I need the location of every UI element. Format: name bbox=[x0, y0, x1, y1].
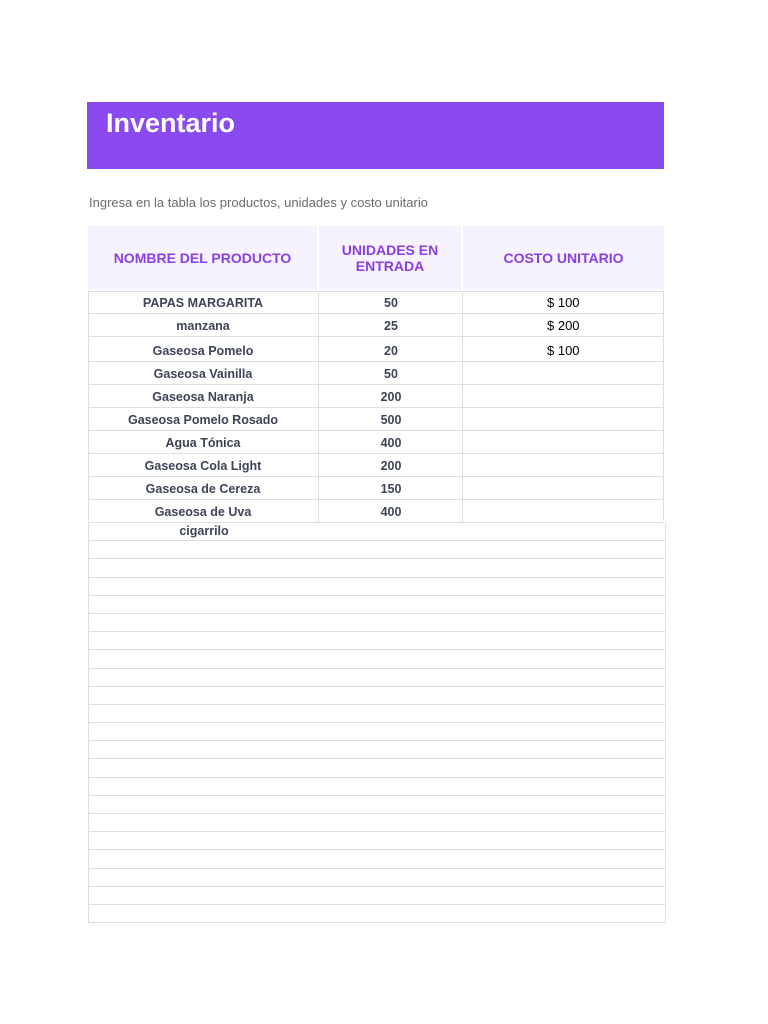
empty-row[interactable] bbox=[89, 578, 665, 596]
table-row[interactable] bbox=[88, 362, 664, 385]
empty-row[interactable] bbox=[89, 559, 665, 577]
header-units-line1: UNIDADES EN bbox=[341, 242, 439, 258]
cell-units[interactable]: 500 bbox=[318, 408, 463, 430]
cell-units[interactable]: 400 bbox=[318, 431, 463, 453]
empty-row[interactable] bbox=[89, 869, 665, 887]
extra-product-label: cigarrilo bbox=[179, 524, 229, 538]
table-row[interactable] bbox=[88, 408, 664, 431]
header-product-name: NOMBRE DEL PRODUCTO bbox=[88, 226, 317, 290]
cell-product-name[interactable]: Agua Tónica bbox=[165, 436, 241, 450]
cell-product-name[interactable]: Gaseosa Naranja bbox=[152, 390, 254, 404]
table-row[interactable] bbox=[88, 431, 664, 454]
empty-row[interactable] bbox=[89, 905, 665, 923]
table-row[interactable] bbox=[88, 291, 664, 314]
page-title: Inventario bbox=[106, 108, 236, 138]
cell-units[interactable]: 50 bbox=[318, 291, 463, 313]
empty-row[interactable] bbox=[89, 832, 665, 850]
cell-cost[interactable] bbox=[462, 337, 665, 361]
empty-row[interactable] bbox=[89, 632, 665, 650]
cell-cost[interactable] bbox=[462, 385, 665, 407]
cell-cost[interactable] bbox=[462, 314, 665, 336]
header-units-line2: ENTRADA bbox=[355, 258, 425, 274]
table-row[interactable] bbox=[88, 314, 664, 337]
table-header bbox=[88, 226, 664, 290]
empty-table-rows bbox=[88, 523, 666, 923]
cell-cost[interactable] bbox=[462, 362, 665, 384]
page-subtitle: Ingresa en la tabla los productos, unidades y costo unitario bbox=[89, 195, 428, 210]
cell-product-name[interactable]: Gaseosa de Cereza bbox=[145, 482, 261, 496]
cell-product-name[interactable]: Gaseosa Vainilla bbox=[153, 367, 253, 381]
cell-units[interactable]: 25 bbox=[318, 314, 463, 336]
table-row[interactable] bbox=[88, 500, 664, 523]
empty-row[interactable] bbox=[89, 887, 665, 905]
cell-cost[interactable] bbox=[462, 431, 665, 453]
cell-cost[interactable] bbox=[462, 454, 665, 476]
cell-units[interactable]: 400 bbox=[318, 500, 463, 522]
cell-product-name[interactable]: PAPAS MARGARITA bbox=[142, 296, 264, 310]
cell-units[interactable]: 200 bbox=[318, 385, 463, 407]
cell-product-name[interactable]: manzana bbox=[176, 319, 230, 333]
empty-row[interactable] bbox=[89, 759, 665, 777]
cell-product-name[interactable]: Gaseosa Pomelo bbox=[152, 344, 254, 358]
empty-row[interactable] bbox=[89, 650, 665, 668]
empty-row[interactable] bbox=[89, 814, 665, 832]
empty-row[interactable] bbox=[89, 541, 665, 559]
empty-row[interactable] bbox=[89, 705, 665, 723]
table-row[interactable] bbox=[88, 337, 664, 362]
empty-row[interactable] bbox=[89, 741, 665, 759]
cell-product-name[interactable]: Gaseosa Cola Light bbox=[144, 459, 262, 473]
empty-row[interactable] bbox=[89, 596, 665, 614]
cost-value: $ 100 bbox=[547, 295, 580, 310]
empty-row[interactable] bbox=[89, 796, 665, 814]
cost-value: $ 100 bbox=[547, 343, 580, 358]
table-row[interactable] bbox=[88, 477, 664, 500]
table-row[interactable] bbox=[88, 385, 664, 408]
empty-row[interactable] bbox=[89, 614, 665, 632]
cost-value: $ 200 bbox=[547, 318, 580, 333]
cell-cost[interactable] bbox=[462, 477, 665, 499]
empty-row[interactable] bbox=[89, 669, 665, 687]
empty-row[interactable] bbox=[89, 850, 665, 868]
cell-product-name[interactable]: Gaseosa de Uva bbox=[154, 505, 252, 519]
cell-cost[interactable] bbox=[462, 500, 665, 522]
table-body bbox=[88, 291, 664, 523]
cell-cost[interactable] bbox=[462, 408, 665, 430]
empty-row[interactable] bbox=[89, 723, 665, 741]
cell-units[interactable]: 50 bbox=[318, 362, 463, 384]
cell-cost[interactable] bbox=[462, 291, 665, 313]
header-units bbox=[319, 226, 461, 290]
header-unit-cost: COSTO UNITARIO bbox=[463, 226, 664, 290]
cell-units[interactable]: 20 bbox=[318, 337, 463, 361]
empty-row[interactable] bbox=[89, 778, 665, 796]
empty-row[interactable] bbox=[89, 687, 665, 705]
table-row[interactable] bbox=[88, 454, 664, 477]
cell-product-name[interactable]: Gaseosa Pomelo Rosado bbox=[127, 413, 279, 427]
empty-row[interactable] bbox=[89, 523, 665, 541]
cell-units[interactable]: 200 bbox=[318, 454, 463, 476]
title-banner bbox=[87, 102, 664, 169]
cell-units[interactable]: 150 bbox=[318, 477, 463, 499]
